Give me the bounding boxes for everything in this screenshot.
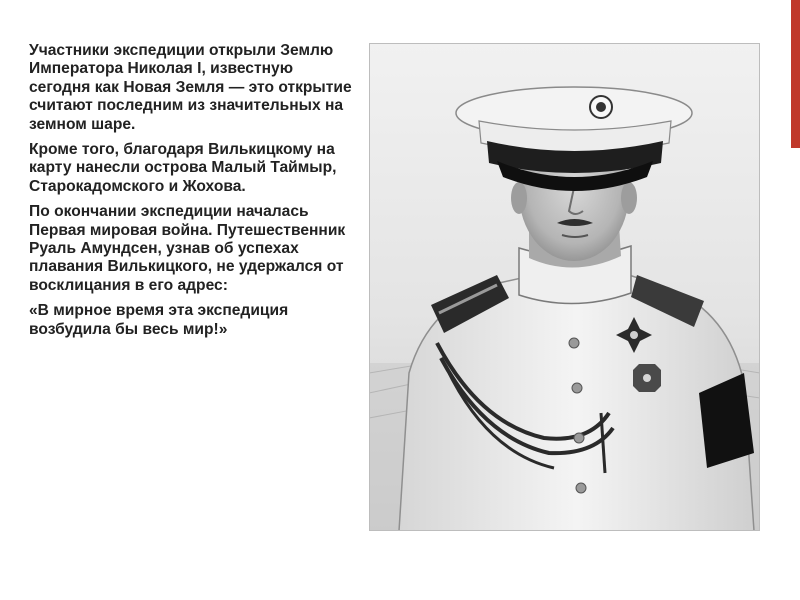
text-block bbox=[29, 42, 354, 346]
accent-bar bbox=[791, 0, 800, 148]
paragraph-discovery: Участники экспедиции открыли Землю Императора Николая I, известную сегодня как Новая Земля — это открытие считают последним из значительных на земном шаре. bbox=[29, 42, 352, 133]
portrait-photo bbox=[369, 43, 760, 531]
paragraph-amundsen: По окончании экспедиции началась Первая мировая война. Путешественник Руаль Амундсен, узнав об успехах плавания Вилькицкого, не удержался от восклицания в его адрес: bbox=[29, 203, 346, 294]
paragraph-quote: «В мирное время эта экспедиция возбудила бы весь мир!» bbox=[29, 302, 289, 338]
paragraph-islands: Кроме того, благодаря Вилькицкому на карту нанесли острова Малый Таймыр, Старокадомского и Жохова. bbox=[29, 141, 337, 195]
